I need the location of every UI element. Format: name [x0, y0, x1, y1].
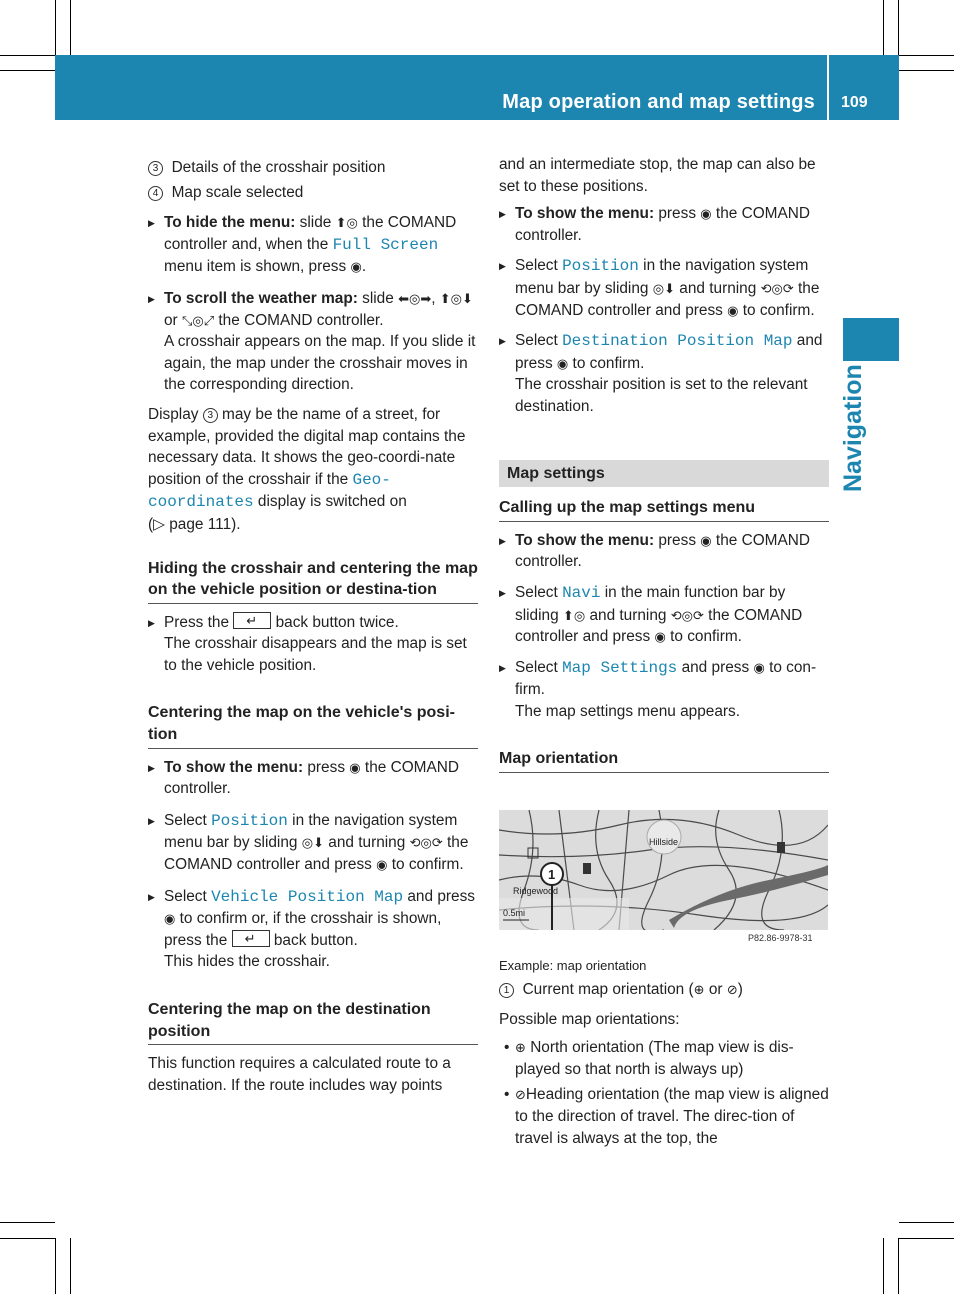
- crop-mark: [898, 1238, 899, 1294]
- press-icon: ◉: [700, 532, 712, 548]
- press-icon: ◉: [556, 355, 569, 371]
- slide-diagonal-icon: ⤡◎⤢: [181, 312, 215, 328]
- map-image: [499, 810, 828, 930]
- crop-mark: [55, 0, 56, 55]
- step-hide-menu: ▶ To hide the menu: slide ⬆◎ the COMAND controller and, when the Full Screen menu item is shown, press ◉.: [148, 212, 478, 278]
- crop-mark: [898, 0, 899, 55]
- fuel-station-icon: [583, 863, 591, 874]
- section-heading: Centering the map on the destination position: [148, 999, 478, 1045]
- section-heading: Calling up the map settings menu: [499, 497, 829, 522]
- map-scale-label: 0.5mi: [503, 908, 526, 918]
- fuel-station-icon: [777, 842, 785, 853]
- section-heading: Hiding the crosshair and centering the map on the vehicle position or destina-tion: [148, 558, 478, 604]
- press-icon: ◉: [727, 302, 739, 318]
- step-select-position: ▶ Select Position in the navigation system menu bar by sliding ◎⬇ and turning ⟲◎⟳ the COMAND controller and press ◉ to confirm.: [148, 810, 478, 876]
- turn-icon: ⟲◎⟳: [760, 280, 794, 296]
- slide-up-icon: ⬆◎: [335, 215, 358, 231]
- step-select-vehicle-position-map: ▶ Select Vehicle Position Map and press ◉ to confirm or, if the crosshair is shown, press the ↵ back button. This hides the crosshair.: [148, 886, 478, 973]
- step-select-navi: ▶ Select Navi in the main function bar by sliding ⬆◎ and turning ⟲◎⟳ the COMAND controller and press ◉ to confirm.: [499, 582, 829, 648]
- back-button-icon: [233, 612, 271, 629]
- crop-mark: [899, 1222, 954, 1223]
- side-tab: [843, 318, 899, 361]
- list-item: • ⊕ North orientation (The map view is dis-played so that north is always up): [504, 1039, 794, 1078]
- header-title: Map operation and map settings: [502, 91, 815, 113]
- step-press-back: ▶ Press the ↵ back button twice. The crosshair disappears and the map is set to the vehicle position.: [148, 612, 478, 677]
- heading-orientation-icon: ⊘: [515, 1087, 526, 1103]
- turn-icon: ⟲◎⟳: [409, 835, 443, 851]
- list-item: 4 Map scale selected: [148, 182, 478, 204]
- step-show-menu: ▶ To show the menu: press ◉ the COMAND controller.: [499, 530, 829, 573]
- crop-mark: [899, 70, 954, 71]
- section-heading: Centering the map on the vehicle's posi-tion: [148, 702, 478, 748]
- list-item: 3 Details of the crosshair position: [148, 157, 478, 179]
- step-select-position: ▶ Select Position in the navigation system menu bar by sliding ◎⬇ and turning ⟲◎⟳ the COMAND controller and press ◉ to confirm.: [499, 255, 829, 321]
- crop-mark: [883, 1238, 884, 1294]
- map-graphic: [499, 810, 828, 930]
- section-bar: Map settings: [499, 460, 829, 488]
- list-item: 1 Current map orientation (⊕ or ⊘): [499, 979, 829, 1001]
- north-orientation-icon: ⊕: [515, 1040, 526, 1056]
- map-place-label: Ridgewood: [513, 886, 559, 896]
- right-column: [499, 154, 829, 773]
- press-icon: ◉: [654, 629, 666, 645]
- crop-mark: [70, 0, 71, 55]
- map-place-label: Hillside: [649, 837, 679, 847]
- crop-mark: [0, 1222, 55, 1223]
- step-select-destination-position-map: ▶ Select Destination Position Map and press ◉ to confirm. The crosshair position is set to the relevant destination.: [499, 330, 829, 417]
- callout-3-icon: 3: [148, 161, 163, 176]
- callout-4-icon: 4: [148, 186, 163, 201]
- page-number: 109: [841, 94, 868, 111]
- slide-up-down-icon: ⬆◎⬇: [439, 290, 473, 306]
- press-icon: ◉: [349, 759, 361, 775]
- svg-text:1: 1: [548, 867, 556, 882]
- crop-mark: [899, 55, 954, 56]
- slide-left-right-icon: ⬅◎➡: [398, 290, 432, 306]
- map-image-code: P82.86-9978-31: [748, 933, 813, 943]
- step-scroll-map: ▶ To scroll the weather map: slide ⬅◎➡, ⬆◎⬇ or ⤡◎⤢ the COMAND controller. A crosshair appears on the map. If you slide it again, the map under the crosshair moves in the corresponding direction.: [148, 288, 478, 396]
- slide-down-icon: ◎⬇: [652, 280, 675, 296]
- callout-1-icon: 1: [499, 983, 514, 998]
- left-column: [148, 157, 478, 1096]
- paragraph: and an intermediate stop, the map can also be set to these positions.: [499, 156, 816, 195]
- header-divider: [827, 55, 829, 120]
- crop-mark: [0, 70, 55, 71]
- crop-mark: [70, 1238, 71, 1294]
- press-icon: ◉: [164, 911, 176, 927]
- step-show-menu: ▶ To show the menu: press ◉ the COMAND controller.: [148, 757, 478, 800]
- crop-mark: [883, 0, 884, 55]
- press-icon: ◉: [350, 259, 362, 275]
- turn-icon: ⟲◎⟳: [670, 607, 704, 623]
- right-column-lower: [499, 957, 829, 1149]
- crop-mark: [0, 1238, 55, 1239]
- step-select-map-settings: ▶ Select Map Settings and press ◉ to con-firm. The map settings menu appears.: [499, 657, 829, 723]
- step-show-menu: ▶ To show the menu: press ◉ the COMAND controller.: [499, 203, 829, 246]
- paragraph: Display 3 may be the name of a street, for example, provided the digital map contains the necessary data. It shows the geo-coordi-nate position of the crosshair if the Geo-coordinates display is switched on (▷ page 111).: [148, 405, 466, 533]
- crop-mark: [899, 1238, 954, 1239]
- page-header: [55, 55, 899, 120]
- section-heading: Map orientation: [499, 748, 829, 773]
- north-orientation-icon: ⊕: [693, 982, 705, 997]
- crop-mark: [0, 55, 55, 56]
- list-item: • ⊘Heading orientation (the map view is aligned to the direction of travel. The direc-tion of travel is always at the top, the: [504, 1086, 829, 1147]
- side-tab-label: Navigation: [839, 364, 867, 492]
- crop-mark: [55, 1238, 56, 1294]
- paragraph: Possible map orientations:: [499, 1010, 680, 1028]
- figure-caption: Example: map orientation: [499, 958, 647, 973]
- press-icon: ◉: [753, 659, 765, 675]
- callout-3-icon: 3: [203, 408, 218, 423]
- press-icon: ◉: [376, 857, 388, 873]
- paragraph: This function requires a calculated route to a destination. If the route includes way points: [148, 1055, 451, 1094]
- slide-down-icon: ◎⬇: [301, 835, 324, 851]
- back-button-icon: [232, 930, 270, 947]
- press-icon: ◉: [700, 206, 712, 222]
- slide-up-icon: ⬆◎: [562, 607, 586, 623]
- heading-orientation-icon: ⊘: [726, 982, 738, 997]
